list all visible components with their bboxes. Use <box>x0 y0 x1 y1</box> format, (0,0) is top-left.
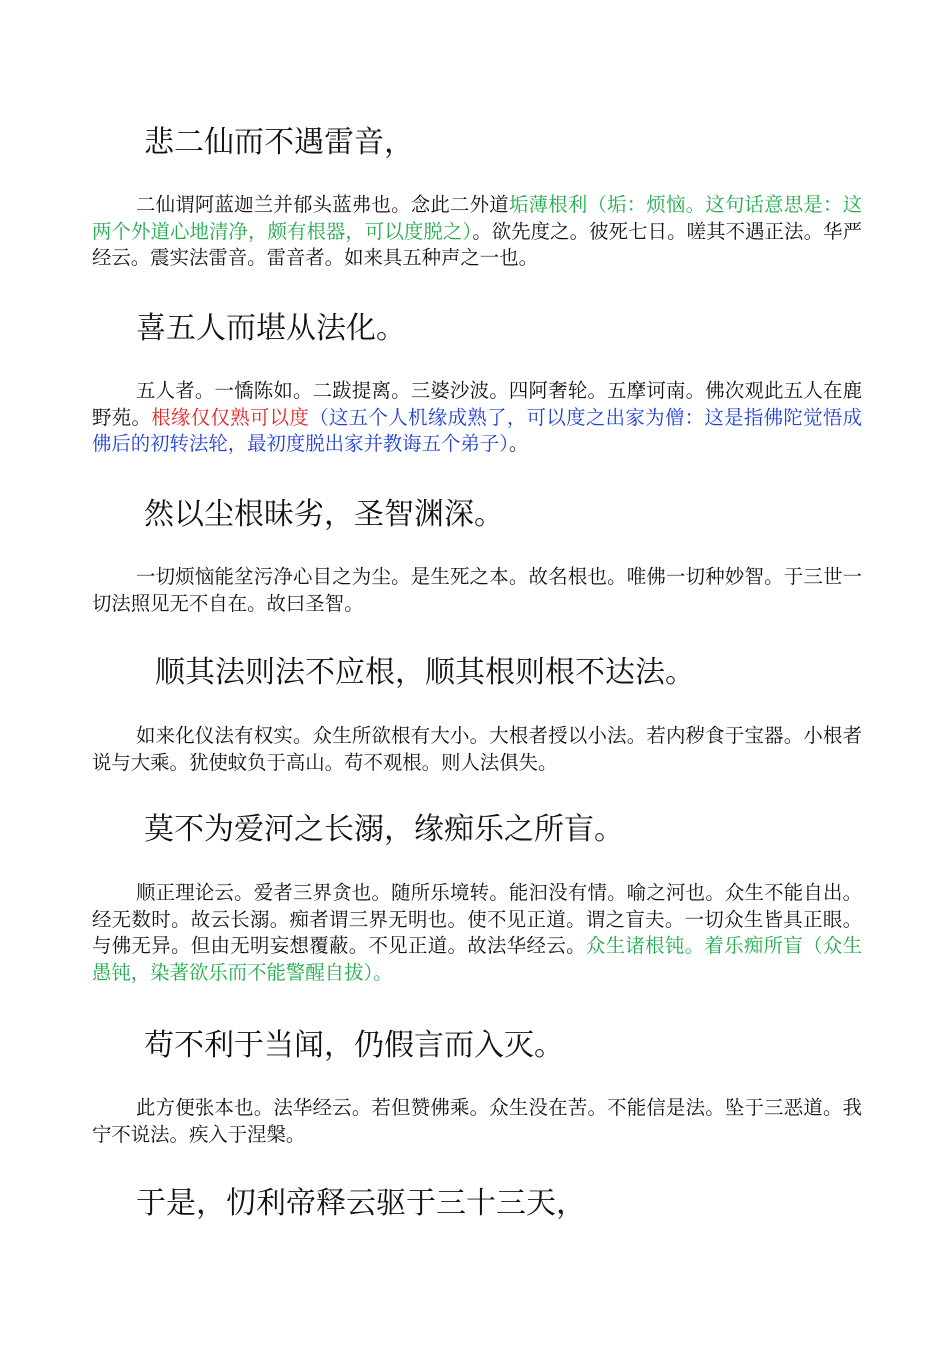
commentary-paragraph <box>92 880 862 986</box>
verse-heading: 悲二仙而不遇雷音， <box>144 125 414 160</box>
text-run: 顺正理论云。爱者三界贪也。随所乐境转。能汩没有情。喻之河也。众生不能自出。经无数时。故云长溺。痴者谓三界无明也。使不见正道。谓之盲夫。一切众生皆具正眼。与佛无异。但由无明妄想覆蔽。不见正道。故法华经云。 <box>92 881 862 957</box>
verse-heading: 喜五人而堪从法化。 <box>136 311 406 346</box>
text-run: 。 <box>508 432 529 455</box>
commentary-paragraph <box>92 723 862 776</box>
text-run: 如来化仪法有权实。众生所欲根有大小。大根者授以小法。若内秽食于宝器。小根者说与大乘。犹使蚊负于高山。苟不观根。则人法俱失。 <box>92 724 862 774</box>
verse-heading: 苟不利于当闻，仍假言而入灭。 <box>144 1028 564 1063</box>
commentary-paragraph <box>92 192 862 272</box>
commentary-paragraph <box>92 378 862 458</box>
text-run: 。欲先度之。彼死七日。嗟其不遇正法。华严经云。震实法雷音。雷音者。如来具五种声之一也。 <box>92 219 862 269</box>
highlighted-text-run: 根缘仅仅熟可以度 <box>151 405 310 429</box>
highlighted-text-run: 垢薄根利（垢：烦恼。这句话意思是：这两个外道心地清净，颇有根器，可以度脱之） <box>92 193 863 243</box>
text-run: 一切烦恼能坌污净心目之为尘。是生死之本。故名根也。唯佛一切种妙智。于三世一切法照见无不自在。故曰圣智。 <box>92 565 862 615</box>
verse-heading: 于是，忉利帝释云驱于三十三天， <box>136 1186 586 1221</box>
text-run: 二仙谓阿蓝迦兰并郁头蓝弗也。念此二外道 <box>136 193 509 216</box>
verse-heading: 莫不为爱河之长溺，缘痴乐之所盲。 <box>144 812 624 847</box>
text-run: 五人者。一憍陈如。二跋提离。三婆沙波。四阿奢轮。五摩诃南。佛次观此五人在鹿野苑。 <box>92 379 862 429</box>
commentary-paragraph <box>92 1095 862 1148</box>
highlighted-text-run: （这五个人机缘成熟了，可以度之出家为僧：这是指佛陀觉悟成佛后的初转法轮，最初度脱出家并教诲五个弟子） <box>92 405 863 455</box>
highlighted-text-run: 众生诸根钝。着乐痴所盲（众生愚钝，染著欲乐而不能警醒自拔）。 <box>92 934 863 984</box>
verse-heading: 然以尘根昧劣，圣智渊深。 <box>144 497 504 532</box>
text-run: 此方便张本也。法华经云。若但赞佛乘。众生没在苦。不能信是法。坠于三恶道。我宁不说法。疾入于涅槃。 <box>92 1096 862 1146</box>
verse-heading: 顺其法则法不应根，顺其根则根不达法。 <box>155 655 695 690</box>
commentary-paragraph <box>92 564 862 617</box>
